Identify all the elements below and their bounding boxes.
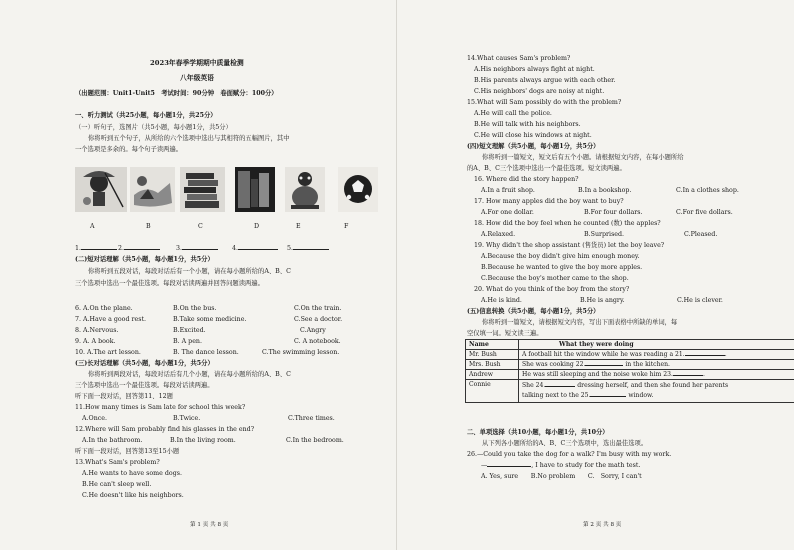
q13-option-a[interactable]: A.He wants to have some dogs. (82, 470, 182, 477)
part3-instruction-line1: 你将听到两段对话，每段对话后有几个小题，请在每小题所给的A、B、C (88, 371, 291, 378)
part5-instruction-line1: 你将听到一篇短文，请根据短文内容，写出下面表格中所缺的单词，每 (482, 319, 678, 326)
picture-e-image (285, 167, 325, 212)
q6-option-b[interactable]: B.On the bus. (173, 305, 217, 312)
part3-heading: (三)长对话理解（共5小题，每小题1分，共5分） (75, 360, 214, 367)
q8-option-c[interactable]: C.Angry (300, 327, 326, 334)
picture-a-image (75, 167, 127, 212)
answer-blank-24[interactable] (545, 386, 575, 387)
dialogue2-note: 听下面一段对话，回答第13至15小题 (75, 448, 180, 455)
q7-option-a[interactable]: 7. A.Have a good rest. (75, 316, 146, 323)
exam-scope: （出题范围：Unit1-Unit5 考试时间：90分钟 卷面赋分：100分） (75, 90, 278, 97)
table-cell-name: Connie (466, 380, 519, 403)
answer-blank-23[interactable] (673, 375, 703, 376)
q15-question: 15.What will Sam possibly do with the problem? (467, 99, 622, 106)
q8-option-a[interactable]: 8. A.Nervous. (75, 327, 119, 334)
q12-option-b[interactable]: B.In the living room. (170, 437, 236, 444)
table-cell-activity: He was still sleeping and the noise woke him 23. . (519, 370, 794, 380)
part1-instruction-line2: 一个选项是多余的。每个句子读两遍。 (75, 146, 183, 153)
q18-option-a[interactable]: A.Relaxed. (481, 231, 516, 238)
picture-c-image (180, 167, 225, 212)
picture-label-a: A (90, 223, 95, 230)
table-row (466, 380, 794, 403)
q19-option-c[interactable]: C.Because the boy's mother came to the shop. (481, 275, 629, 282)
answer-blank-26[interactable] (487, 466, 531, 467)
q18-option-b[interactable]: B.Surprised. (584, 231, 625, 238)
page-number-right: 第 2 页 共 8 页 (583, 522, 622, 528)
table-row (466, 350, 794, 360)
picture-label-e: E (296, 223, 301, 230)
table-cell-name: Mrs. Bush (466, 360, 519, 370)
q17-option-c[interactable]: C.For five dollars. (676, 209, 733, 216)
q15-option-c[interactable]: C.He will close his windows at night. (474, 132, 592, 139)
picture-label-f: F (344, 223, 349, 230)
section2-heading: 二、单项选择（共10小题，每小题1分，共10分） (467, 429, 609, 436)
part4-instruction-line1: 你将听到一篇短文，短文后有五个小题。请根据短文内容，在每小题所给 (482, 154, 684, 161)
answer-blank-22[interactable] (585, 365, 623, 366)
answer-blank-5[interactable]: 5. (287, 246, 329, 252)
answer-blank-21[interactable] (685, 355, 725, 356)
q10-option-b[interactable]: B. The dance lesson. (173, 349, 239, 356)
q18-question: 18. How did the boy feel when he counted (数) the apples? (474, 220, 661, 227)
table-header-row (466, 340, 794, 350)
part2-instruction-line1: 你将听到五段对话，每段对话后有一个小题，请在每小题所给的A、B、C (88, 268, 291, 275)
q11-question: 11.How many times is Sam late for school this week? (75, 404, 246, 411)
q20-question: 20. What do you think of the boy from the story? (474, 286, 630, 293)
picture-b-image (130, 167, 175, 212)
picture-f-image (338, 167, 378, 212)
picture-d-image (235, 167, 275, 212)
answer-blank-2[interactable]: 2. (118, 246, 160, 252)
q10-option-a[interactable]: 10. A.The art lesson. (75, 349, 141, 356)
q26-options[interactable]: A. Yes, sure B.No problem C. Sorry, I can't (481, 473, 642, 480)
q19-question: 19. Why didn't the shop assistant (售货员) let the boy leave? (474, 242, 665, 249)
q16-option-b[interactable]: B.In a bookshop. (578, 187, 632, 194)
q18-option-c[interactable]: C.Pleased. (684, 231, 718, 238)
q15-option-a[interactable]: A.He will call the police. (474, 110, 552, 117)
q11-option-a[interactable]: A.Once. (82, 415, 108, 422)
table-cell-activity: She was cooking 22. in the kitchen. (519, 360, 794, 370)
exam-title: 2023年春季学期期中质量检测 (150, 59, 244, 67)
q9-option-c[interactable]: C. A notebook. (294, 338, 341, 345)
part5-instruction-line2: 空仅填一词。短文读三遍。 (467, 330, 543, 337)
q20-option-c[interactable]: C.He is clever. (677, 297, 723, 304)
q11-option-c[interactable]: C.Three times. (288, 415, 335, 422)
table-cell-name: Andrew (466, 370, 519, 380)
picture-label-c: C (198, 223, 203, 230)
part4-instruction-line2: 的A、B、C三个选项中选出一个最佳选项。短文读两遍。 (467, 165, 626, 172)
answer-blank-3[interactable]: 3. (176, 246, 218, 252)
table-header-name: Name (466, 340, 519, 350)
q26-response: — , I have to study for the math test. (481, 462, 641, 469)
picture-label-d: D (254, 223, 260, 230)
q16-option-c[interactable]: C.In a clothes shop. (676, 187, 739, 194)
q12-question: 12.Where will Sam probably find his glasses in the end? (75, 426, 255, 433)
part2-heading: (二)短对话理解（共5小题，每小题1分，共5分） (75, 256, 214, 263)
picture-label-b: B (146, 223, 151, 230)
q17-question: 17. How many apples did the boy want to buy? (474, 198, 624, 205)
q9-option-a[interactable]: 9. A. A book. (75, 338, 116, 345)
q14-question: 14.What causes Sam's problem? (467, 55, 571, 62)
table-cell-activity: She 24. dressing herself, and then she found her parents talking next to the 25. window. (519, 380, 794, 403)
part1-heading: （一）听句子，选图片（共5小题，每小题1分，共5分） (75, 124, 232, 131)
q20-option-a[interactable]: A.He is kind. (481, 297, 522, 304)
part1-instruction-line1: 你将听到五个句子，从所给的六个选项中选出与其相符的五幅图片，其中 (88, 135, 290, 142)
q16-option-a[interactable]: A.In a fruit shop. (481, 187, 535, 194)
q11-option-b[interactable]: B.Twice. (173, 415, 201, 422)
info-table (465, 339, 794, 403)
q13-option-c[interactable]: C.He doesn't like his neighbors. (82, 492, 184, 499)
answer-blank-4[interactable]: 4. (232, 246, 278, 252)
q20-option-b[interactable]: B.He is angry. (580, 297, 625, 304)
table-cell-name: Mr. Bush (466, 350, 519, 360)
q6-option-c[interactable]: C.On the train. (294, 305, 342, 312)
q14-option-b[interactable]: B.His parents always argue with each other. (474, 77, 616, 84)
part2-instruction-line2: 三个选项中选出一个最佳选项。每段对话读两遍并回答问题读两遍。 (75, 280, 264, 287)
section1-heading: 一、听力测试（共25小题，每小题1分，共25分） (75, 112, 217, 119)
q26-question: 26.—Could you take the dog for a walk? I'm busy with my work. (467, 451, 672, 458)
q12-option-a[interactable]: A.In the bathroom. (82, 437, 143, 444)
q13-option-b[interactable]: B.He can't sleep well. (82, 481, 152, 488)
dialogue1-note: 听下面一段对话，回答第11、12题 (75, 393, 173, 400)
q15-option-b[interactable]: B.He will talk with his neighbors. (474, 121, 581, 128)
q13-question: 13.What's Sam's problem? (75, 459, 160, 466)
q14-option-c[interactable]: C.His neighbors' dogs are noisy at night. (474, 88, 605, 95)
page-number-left: 第 1 页 共 8 页 (190, 522, 229, 528)
answer-blank-25[interactable] (590, 396, 626, 397)
q10-option-c[interactable]: C.The swimming lesson. (262, 349, 340, 356)
q19-option-a[interactable]: A.Because the boy didn't give him enough money. (481, 253, 640, 260)
q12-option-c[interactable]: C.In the bedroom. (286, 437, 344, 444)
table-cell-activity: A football hit the window while he was reading a 21. . (519, 350, 794, 360)
part3-instruction-line2: 三个选项中选出一个最佳选项。每段对话读两遍。 (75, 382, 214, 389)
answer-blank-1[interactable]: 1. (75, 246, 117, 252)
q14-option-a[interactable]: A.His neighbors always fight at night. (474, 66, 595, 73)
q7-option-b[interactable]: B.Take some medicine. (173, 316, 247, 323)
part5-heading: (五)信息转换（共5小题，每小题1分，共5分） (467, 308, 600, 315)
exam-subject: 八年级英语 (180, 74, 214, 82)
q6-option-a[interactable]: 6. A.On the plane. (75, 305, 133, 312)
q8-option-b[interactable]: B.Excited. (173, 327, 206, 334)
q16-question: 16. Where did the story happen? (474, 176, 579, 183)
q17-option-b[interactable]: B.For four dollars. (584, 209, 643, 216)
table-row (466, 370, 794, 380)
table-header-activity: What they were doing (519, 340, 794, 350)
q9-option-b[interactable]: B. A pen. (173, 338, 202, 345)
part4-heading: (四)短文理解（共5小题，每小题1分，共5分） (467, 143, 600, 150)
q19-option-b[interactable]: B.Because he wanted to give the boy more apples. (481, 264, 643, 271)
q7-option-c[interactable]: C.See a doctor. (294, 316, 343, 323)
q17-option-a[interactable]: A.For one dollar. (481, 209, 534, 216)
section2-instruction: 从下列各小题所给的A、B、C三个选项中，选出最佳选项。 (482, 440, 648, 447)
table-row (466, 360, 794, 370)
